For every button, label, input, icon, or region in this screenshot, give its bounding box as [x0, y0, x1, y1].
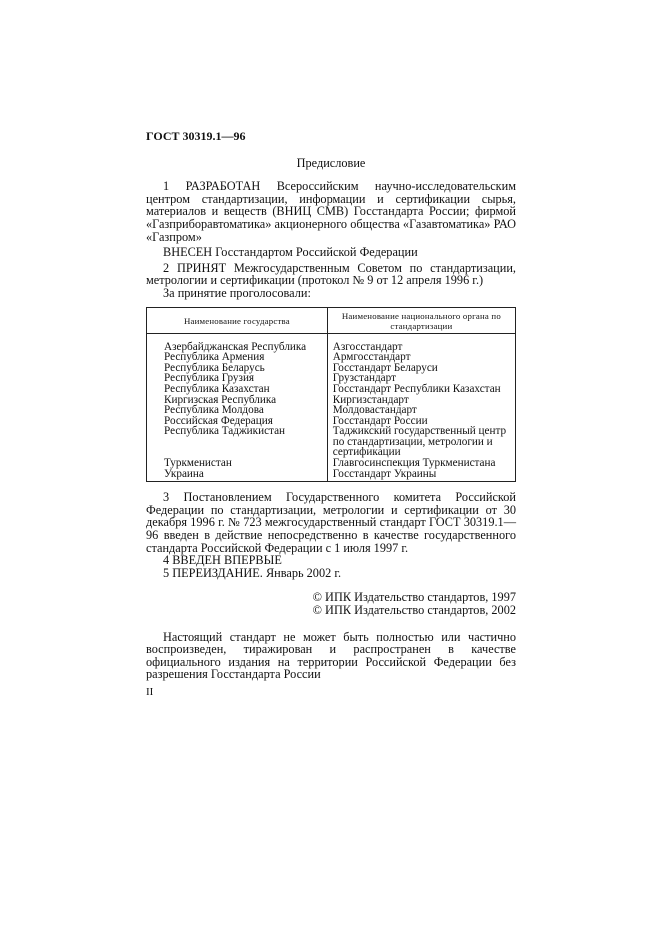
state-cell: Республика Грузия — [147, 373, 328, 384]
state-cell: Азербайджанская Республика — [147, 333, 328, 352]
table-body — [147, 333, 516, 482]
paragraph-introduced: ВНЕСЕН Госстандартом Российской Федерации — [163, 245, 418, 260]
legal-notice: Настоящий стандарт не может быть полностью или частично воспроизведен, тиражирован и распространен в качестве официального издания на территории Российской Федерации без разрешения Госстандарта России — [146, 629, 516, 682]
paragraph-first-introduced: 4 ВВЕДЕН ВПЕРВЫЕ — [163, 553, 282, 568]
table-row — [147, 426, 516, 458]
standards-body-cell: Госстандарт Украины — [332, 467, 437, 480]
standards-body-cell: Главгосинспекция Туркменистана — [332, 457, 496, 470]
paragraph-decree: 3 Постановлением Государственного комитета Российской Федерации по стандартизации, метрологии и сертификации от 30 декабря 1996 г. № 723 межгосударственный стандарт ГОСТ 30319.1—96 введен в действие непосредственно в качестве государственного стандарта Российской Федерации с 1 июля 1997 г. — [146, 490, 516, 555]
standards-body-cell: Киргизстандарт — [332, 393, 409, 406]
table-row — [147, 384, 516, 395]
state-cell: Республика Таджикистан — [147, 426, 328, 458]
standards-body-cell: Госстандарт России — [332, 414, 428, 427]
standards-body-cell: Госстандарт Беларуси — [332, 361, 438, 374]
copyright-2002: © ИПК Издательство стандартов, 2002 — [312, 603, 516, 617]
standards-body-cell: Азгосстандарт — [332, 340, 403, 353]
copyright-1997: © ИПК Издательство стандартов, 1997 — [312, 590, 516, 605]
table-row — [147, 469, 516, 482]
document-page — [146, 130, 516, 681]
standards-body-cell: Грузстандарт — [332, 372, 396, 385]
paragraph-adopted: 2 ПРИНЯТ Межгосударственным Советом по стандартизации, метрологии и сертификации (протокол № 9 от 12 апреля 1996 г.) — [146, 260, 516, 288]
paragraph-reissue: 5 ПЕРЕИЗДАНИЕ. Январь 2002 г. — [163, 565, 342, 580]
table-row — [147, 333, 516, 352]
standards-body-cell: Молдовастандарт — [332, 404, 417, 417]
page-number: II — [146, 686, 154, 698]
state-cell: Республика Армения — [147, 352, 328, 363]
state-cell: Украина — [147, 469, 328, 482]
state-cell: Республика Молдова — [147, 405, 328, 416]
paragraph-voted: За принятие проголосовали: — [163, 285, 311, 300]
standards-body-cell: Таджикский государственный центр по стандартизации, метрологии и сертификации — [332, 425, 507, 459]
state-cell: Республика Беларусь — [147, 363, 328, 374]
voting-table — [146, 307, 516, 483]
state-cell: Российская Федерация — [147, 416, 328, 427]
standards-body-cell: Госстандарт Республики Казахстан — [332, 382, 501, 395]
paragraph-developed: 1 РАЗРАБОТАН Всероссийским научно-исследовательским центром стандартизации, информации и сертификации сырья, материалов и веществ (ВНИЦ СМВ) Госстандарта России; фирмой «Газприборавтоматика» акционерного общества «Газавтоматика» РАО «Газпром» — [146, 179, 516, 244]
state-cell: Республика Казахстан — [147, 384, 328, 395]
document-id: ГОСТ 30319.1—96 — [146, 129, 246, 143]
column-header-state: Наименование государства — [147, 307, 328, 333]
table-header-row — [147, 307, 516, 333]
standards-body-cell: Армгосстандарт — [332, 351, 411, 364]
state-cell: Киргизская Республика — [147, 395, 328, 406]
state-cell: Туркменистан — [147, 458, 328, 469]
column-header-body: Наименование национального органа по стандартизации — [327, 307, 515, 333]
preface-title: Предисловие — [296, 155, 366, 170]
